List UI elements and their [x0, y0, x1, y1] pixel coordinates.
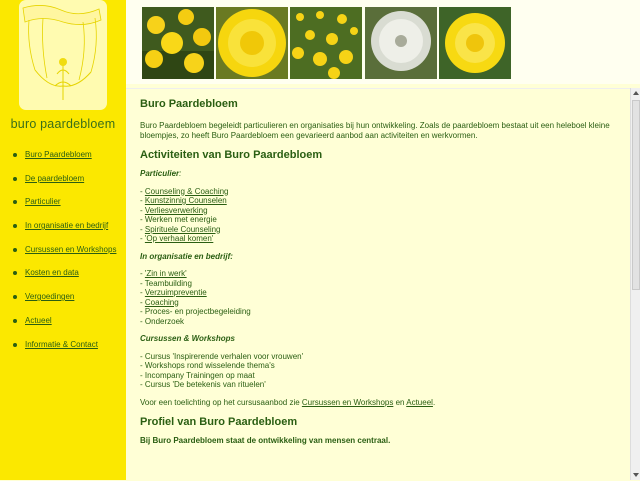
list-prefix: -: [140, 196, 145, 205]
sidebar-item-label[interactable]: Particulier: [25, 197, 61, 206]
triangle-down-icon[interactable]: [631, 470, 640, 480]
list-prefix: -: [140, 297, 145, 307]
dandelion-field-photo: [142, 7, 214, 79]
scroll-thumb[interactable]: [632, 100, 640, 290]
link-op-verhaal-komen[interactable]: 'Op verhaal komen': [144, 234, 214, 243]
intro-text: Buro Paardebloem begeleidt particulieren en organisaties bij hun ontwikkeling. Zoals de paardebloem bestaat uit een heleboel kleine bloempjes, zo heeft Buro Paardebloem een gevarieerd aanbod aan activiteiten en werkvormen.: [140, 121, 610, 140]
dandelion-flower-icon: [439, 7, 511, 79]
list-item: [140, 279, 620, 289]
list-item[interactable]: [140, 234, 620, 244]
organisatie-heading: In organisatie en bedrijf:: [140, 251, 233, 261]
particulier-colon: :: [179, 169, 182, 178]
link-counseling-coaching[interactable]: Counseling & Coaching: [144, 186, 229, 196]
list-prefix: -: [140, 215, 145, 224]
main-content: [126, 88, 630, 481]
item-onderzoek: Onderzoek: [144, 316, 185, 326]
sidebar-item-label[interactable]: Cursussen en Workshops: [25, 245, 117, 254]
item-projectbegeleiding: Proces- en projectbegeleiding: [144, 307, 251, 316]
list-item: - Incompany Trainingen op maat: [140, 370, 255, 380]
logo: [13, 0, 113, 130]
sidebar-item-label[interactable]: Vergoedingen: [25, 292, 75, 301]
list-prefix: -: [140, 234, 145, 243]
profiel-text: Bij Buro Paardebloem staat de ontwikkeling van mensen centraal.: [140, 436, 391, 445]
dandelion-seedhead-photo: [365, 7, 437, 79]
dandelion-meadow-icon: [290, 7, 362, 79]
list-item[interactable]: [140, 206, 620, 216]
dandelion-flower-photo: [439, 7, 511, 79]
list-prefix: -: [140, 186, 145, 196]
item-werken-met-energie: Werken met energie: [144, 215, 217, 224]
page-title: Buro Paardebloem: [140, 98, 238, 110]
bullet-dot-icon: [13, 295, 17, 299]
dandelion-closeup-icon: [216, 7, 288, 79]
link-kunstzinnig-counselen[interactable]: Kunstzinnig Counselen: [144, 196, 227, 205]
activities-heading: Activiteiten van Buro Paardebloem: [140, 149, 323, 161]
list-item[interactable]: [140, 196, 620, 206]
list-item: [140, 317, 620, 327]
sidebar: [0, 0, 126, 480]
particulier-heading: [140, 169, 620, 179]
particulier-label: Particulier: [140, 169, 180, 178]
sidebar-item-label[interactable]: Kosten en data: [25, 268, 79, 277]
item-teambuilding: Teambuilding: [144, 278, 192, 288]
link-cursussen-workshops[interactable]: Cursussen en Workshops: [301, 397, 394, 407]
list-item: [140, 307, 620, 317]
list-prefix: -: [140, 307, 145, 316]
link-coaching[interactable]: Coaching: [144, 297, 179, 307]
sidebar-item-label[interactable]: Actueel: [25, 316, 52, 325]
bullet-dot-icon: [13, 271, 17, 275]
sidebar-item-label[interactable]: Buro Paardebloem: [25, 150, 92, 159]
header-photo-strip: [126, 0, 640, 84]
list-prefix: -: [140, 224, 145, 234]
list-item: - Workshops rond wisselende thema's: [140, 361, 275, 370]
bullet-dot-icon: [13, 224, 17, 228]
list-prefix: -: [140, 316, 145, 326]
dandelion-field-photo-icon: [142, 7, 214, 79]
list-item[interactable]: [140, 225, 620, 235]
link-zin-in-werk[interactable]: 'Zin in werk': [144, 269, 187, 278]
list-item: - Cursus 'De betekenis van rituelen': [140, 380, 266, 389]
toelichting-after: .: [432, 397, 436, 407]
link-verliesverwerking[interactable]: Verliesverwerking: [144, 205, 208, 215]
list-prefix: -: [140, 278, 145, 288]
list-item[interactable]: [140, 187, 620, 197]
bullet-dot-icon: [13, 248, 17, 252]
bullet-dot-icon: [13, 153, 17, 157]
link-verzuimpreventie[interactable]: Verzuimpreventie: [144, 288, 207, 297]
sidebar-item-label[interactable]: Informatie & Contact: [25, 340, 98, 349]
list-item[interactable]: [140, 298, 620, 308]
list-item: - Cursus 'Inspirerende verhalen voor vrouwen': [140, 351, 304, 361]
toelichting-before: Voor een toelichting op het cursusaanbod zie: [140, 397, 302, 407]
cursussen-heading: Cursussen & Workshops: [140, 334, 235, 343]
list-prefix: -: [140, 288, 145, 297]
toelichting-middle: en: [393, 397, 407, 407]
sidebar-item-label[interactable]: De paardebloem: [25, 174, 85, 183]
sidebar-item-label[interactable]: In organisatie en bedrijf: [25, 221, 109, 230]
link-actueel[interactable]: Actueel: [406, 397, 433, 407]
bullet-dot-icon: [13, 343, 17, 347]
dandelion-logo-icon: [13, 0, 113, 118]
bullet-dot-icon: [13, 200, 17, 204]
toelichting-text: [140, 398, 620, 408]
bullet-dot-icon: [13, 177, 17, 181]
list-item[interactable]: [140, 288, 620, 298]
dandelion-meadow-photo: [290, 7, 362, 79]
bullet-dot-icon: [13, 319, 17, 323]
list-prefix: -: [140, 205, 145, 215]
organisatie-list: [140, 269, 620, 326]
cursussen-list: [140, 352, 620, 390]
dandelion-seedhead-icon: [365, 7, 437, 79]
particulier-list: [140, 187, 620, 244]
list-item: [140, 215, 620, 225]
list-prefix: -: [140, 269, 145, 278]
vertical-scrollbar[interactable]: [630, 88, 640, 480]
profiel-heading: Profiel van Buro Paardebloem: [140, 416, 298, 428]
dandelion-closeup-photo: [216, 7, 288, 79]
list-item[interactable]: [140, 269, 620, 279]
link-spirituele-counseling[interactable]: Spirituele Counseling: [144, 224, 221, 234]
brand-name: buro paardebloem: [10, 117, 116, 131]
triangle-up-icon[interactable]: [631, 88, 640, 98]
